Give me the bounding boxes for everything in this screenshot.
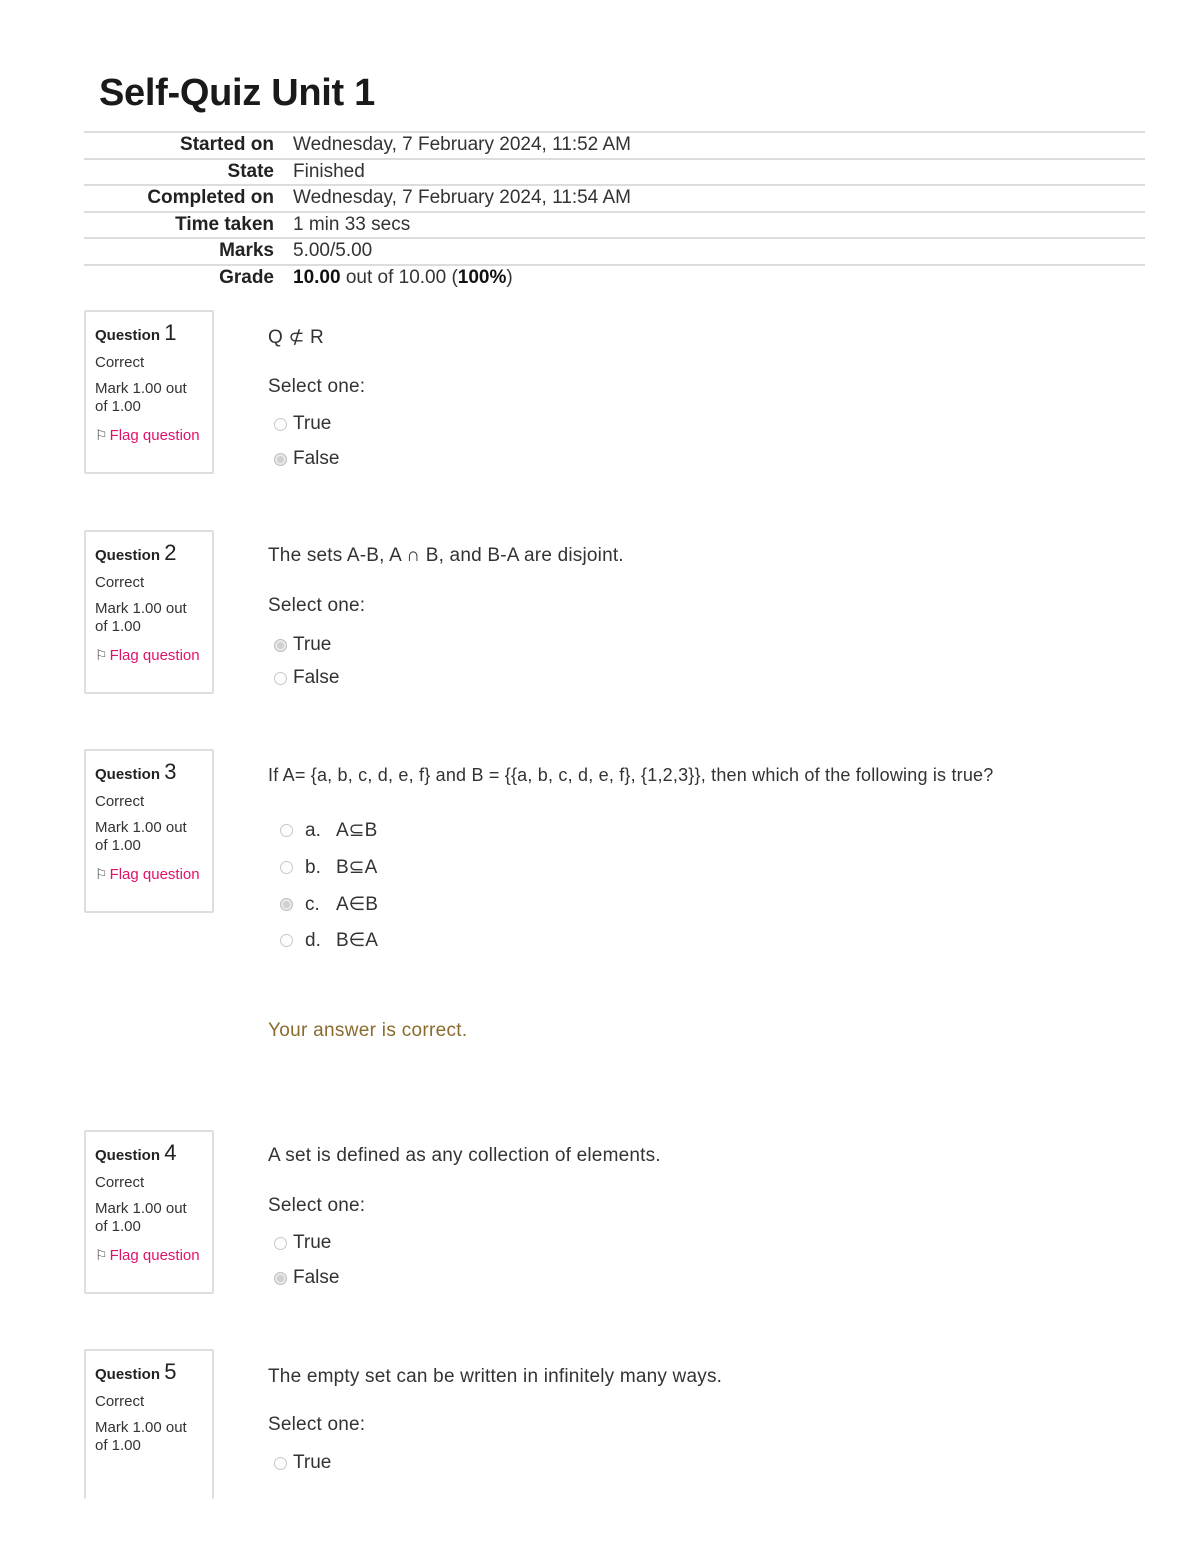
flag-question-link[interactable]: ⚐ Flag question (95, 647, 200, 664)
question-number: Question 3 (95, 759, 177, 784)
summary-label: Time taken (84, 212, 293, 239)
question-info-4 (84, 1130, 214, 1294)
summary-value: Finished (293, 159, 1145, 186)
select-one-prompt: Select one: (268, 1414, 366, 1435)
answer-option[interactable]: a. A⊆B (280, 819, 377, 842)
answer-option[interactable]: c. A∈B (280, 893, 378, 916)
flag-icon: ⚐ (95, 1247, 108, 1263)
summary-row-completed (84, 185, 1145, 212)
radio-button-selected[interactable] (274, 639, 287, 652)
summary-row-marks (84, 238, 1145, 265)
question-number: Question 4 (95, 1140, 177, 1165)
summary-label: Marks (84, 238, 293, 265)
question-text: Q ⊄ R (268, 327, 324, 348)
flag-icon: ⚐ (95, 647, 108, 663)
flag-question-link[interactable]: ⚐ Flag question (95, 427, 200, 444)
answer-option[interactable]: d. B∈A (280, 929, 378, 952)
summary-value: 1 min 33 secs (293, 212, 1145, 239)
summary-value (293, 265, 1145, 291)
question-grade: Mark 1.00 out of 1.00 (95, 380, 187, 415)
question-text: A set is defined as any collection of elements. (268, 1145, 661, 1166)
summary-value: Wednesday, 7 February 2024, 11:54 AM (293, 185, 1145, 212)
radio-button[interactable] (274, 672, 287, 685)
question-info-5 (84, 1349, 214, 1499)
summary-value: 5.00/5.00 (293, 238, 1145, 265)
answer-option[interactable]: True (274, 1232, 331, 1254)
flag-icon: ⚐ (95, 866, 108, 882)
question-state: Correct (95, 1174, 145, 1191)
question-number: Question 2 (95, 540, 177, 565)
radio-button-selected[interactable] (274, 453, 287, 466)
question-number: Question 5 (95, 1359, 177, 1384)
question-grade: Mark 1.00 out of 1.00 (95, 1419, 187, 1454)
grade-score: 10.00 (293, 266, 341, 288)
select-one-prompt: Select one: (268, 1195, 366, 1216)
summary-row-time (84, 212, 1145, 239)
radio-button[interactable] (280, 824, 293, 837)
radio-button[interactable] (274, 1237, 287, 1250)
question-text: The empty set can be written in infinitely many ways. (268, 1366, 723, 1387)
radio-button-selected[interactable] (280, 898, 293, 911)
question-state: Correct (95, 793, 145, 810)
attempt-summary-table (84, 131, 1145, 290)
question-info-3 (84, 749, 214, 913)
select-one-prompt: Select one: (268, 376, 366, 397)
page-title: Self-Quiz Unit 1 (99, 72, 375, 114)
question-info-2 (84, 530, 214, 694)
summary-label: Completed on (84, 185, 293, 212)
radio-button[interactable] (280, 934, 293, 947)
answer-option[interactable]: True (274, 634, 331, 656)
summary-row-state (84, 159, 1145, 186)
question-text: The sets A-B, A ∩ B, and B-A are disjoint. (268, 545, 624, 566)
summary-row-started (84, 132, 1145, 159)
radio-button[interactable] (274, 418, 287, 431)
question-state: Correct (95, 1393, 145, 1410)
answer-option[interactable]: False (274, 1267, 339, 1289)
question-grade: Mark 1.00 out of 1.00 (95, 819, 187, 854)
answer-option[interactable]: b. B⊆A (280, 856, 377, 879)
radio-button[interactable] (280, 861, 293, 874)
summary-label: State (84, 159, 293, 186)
question-grade: Mark 1.00 out of 1.00 (95, 1200, 187, 1235)
summary-label: Grade (84, 265, 293, 291)
question-grade: Mark 1.00 out of 1.00 (95, 600, 187, 635)
question-state: Correct (95, 354, 145, 371)
summary-value: Wednesday, 7 February 2024, 11:52 AM (293, 132, 1145, 159)
question-state: Correct (95, 574, 145, 591)
flag-question-link[interactable]: ⚐ Flag question (95, 1247, 200, 1264)
grade-outof: out of 10.00 ( (345, 266, 458, 288)
summary-row-grade (84, 265, 1145, 291)
answer-option[interactable]: True (274, 1452, 331, 1474)
answer-option[interactable]: False (274, 448, 339, 470)
question-info-1 (84, 310, 214, 474)
flag-icon: ⚐ (95, 427, 108, 443)
radio-button-selected[interactable] (274, 1272, 287, 1285)
answer-option[interactable]: True (274, 413, 331, 435)
answer-option[interactable]: False (274, 667, 339, 689)
question-text: If A= {a, b, c, d, e, f} and B = {{a, b, c, d, e, f}, {1,2,3}}, then which of the following is true? (268, 765, 994, 785)
grade-close: ) (506, 266, 513, 288)
question-number: Question 1 (95, 320, 177, 345)
radio-button[interactable] (274, 1457, 287, 1470)
summary-label: Started on (84, 132, 293, 159)
flag-question-link[interactable]: ⚐ Flag question (95, 866, 200, 883)
grade-percent: 100% (457, 266, 507, 288)
answer-feedback: Your answer is correct. (268, 1020, 468, 1041)
select-one-prompt: Select one: (268, 595, 366, 616)
